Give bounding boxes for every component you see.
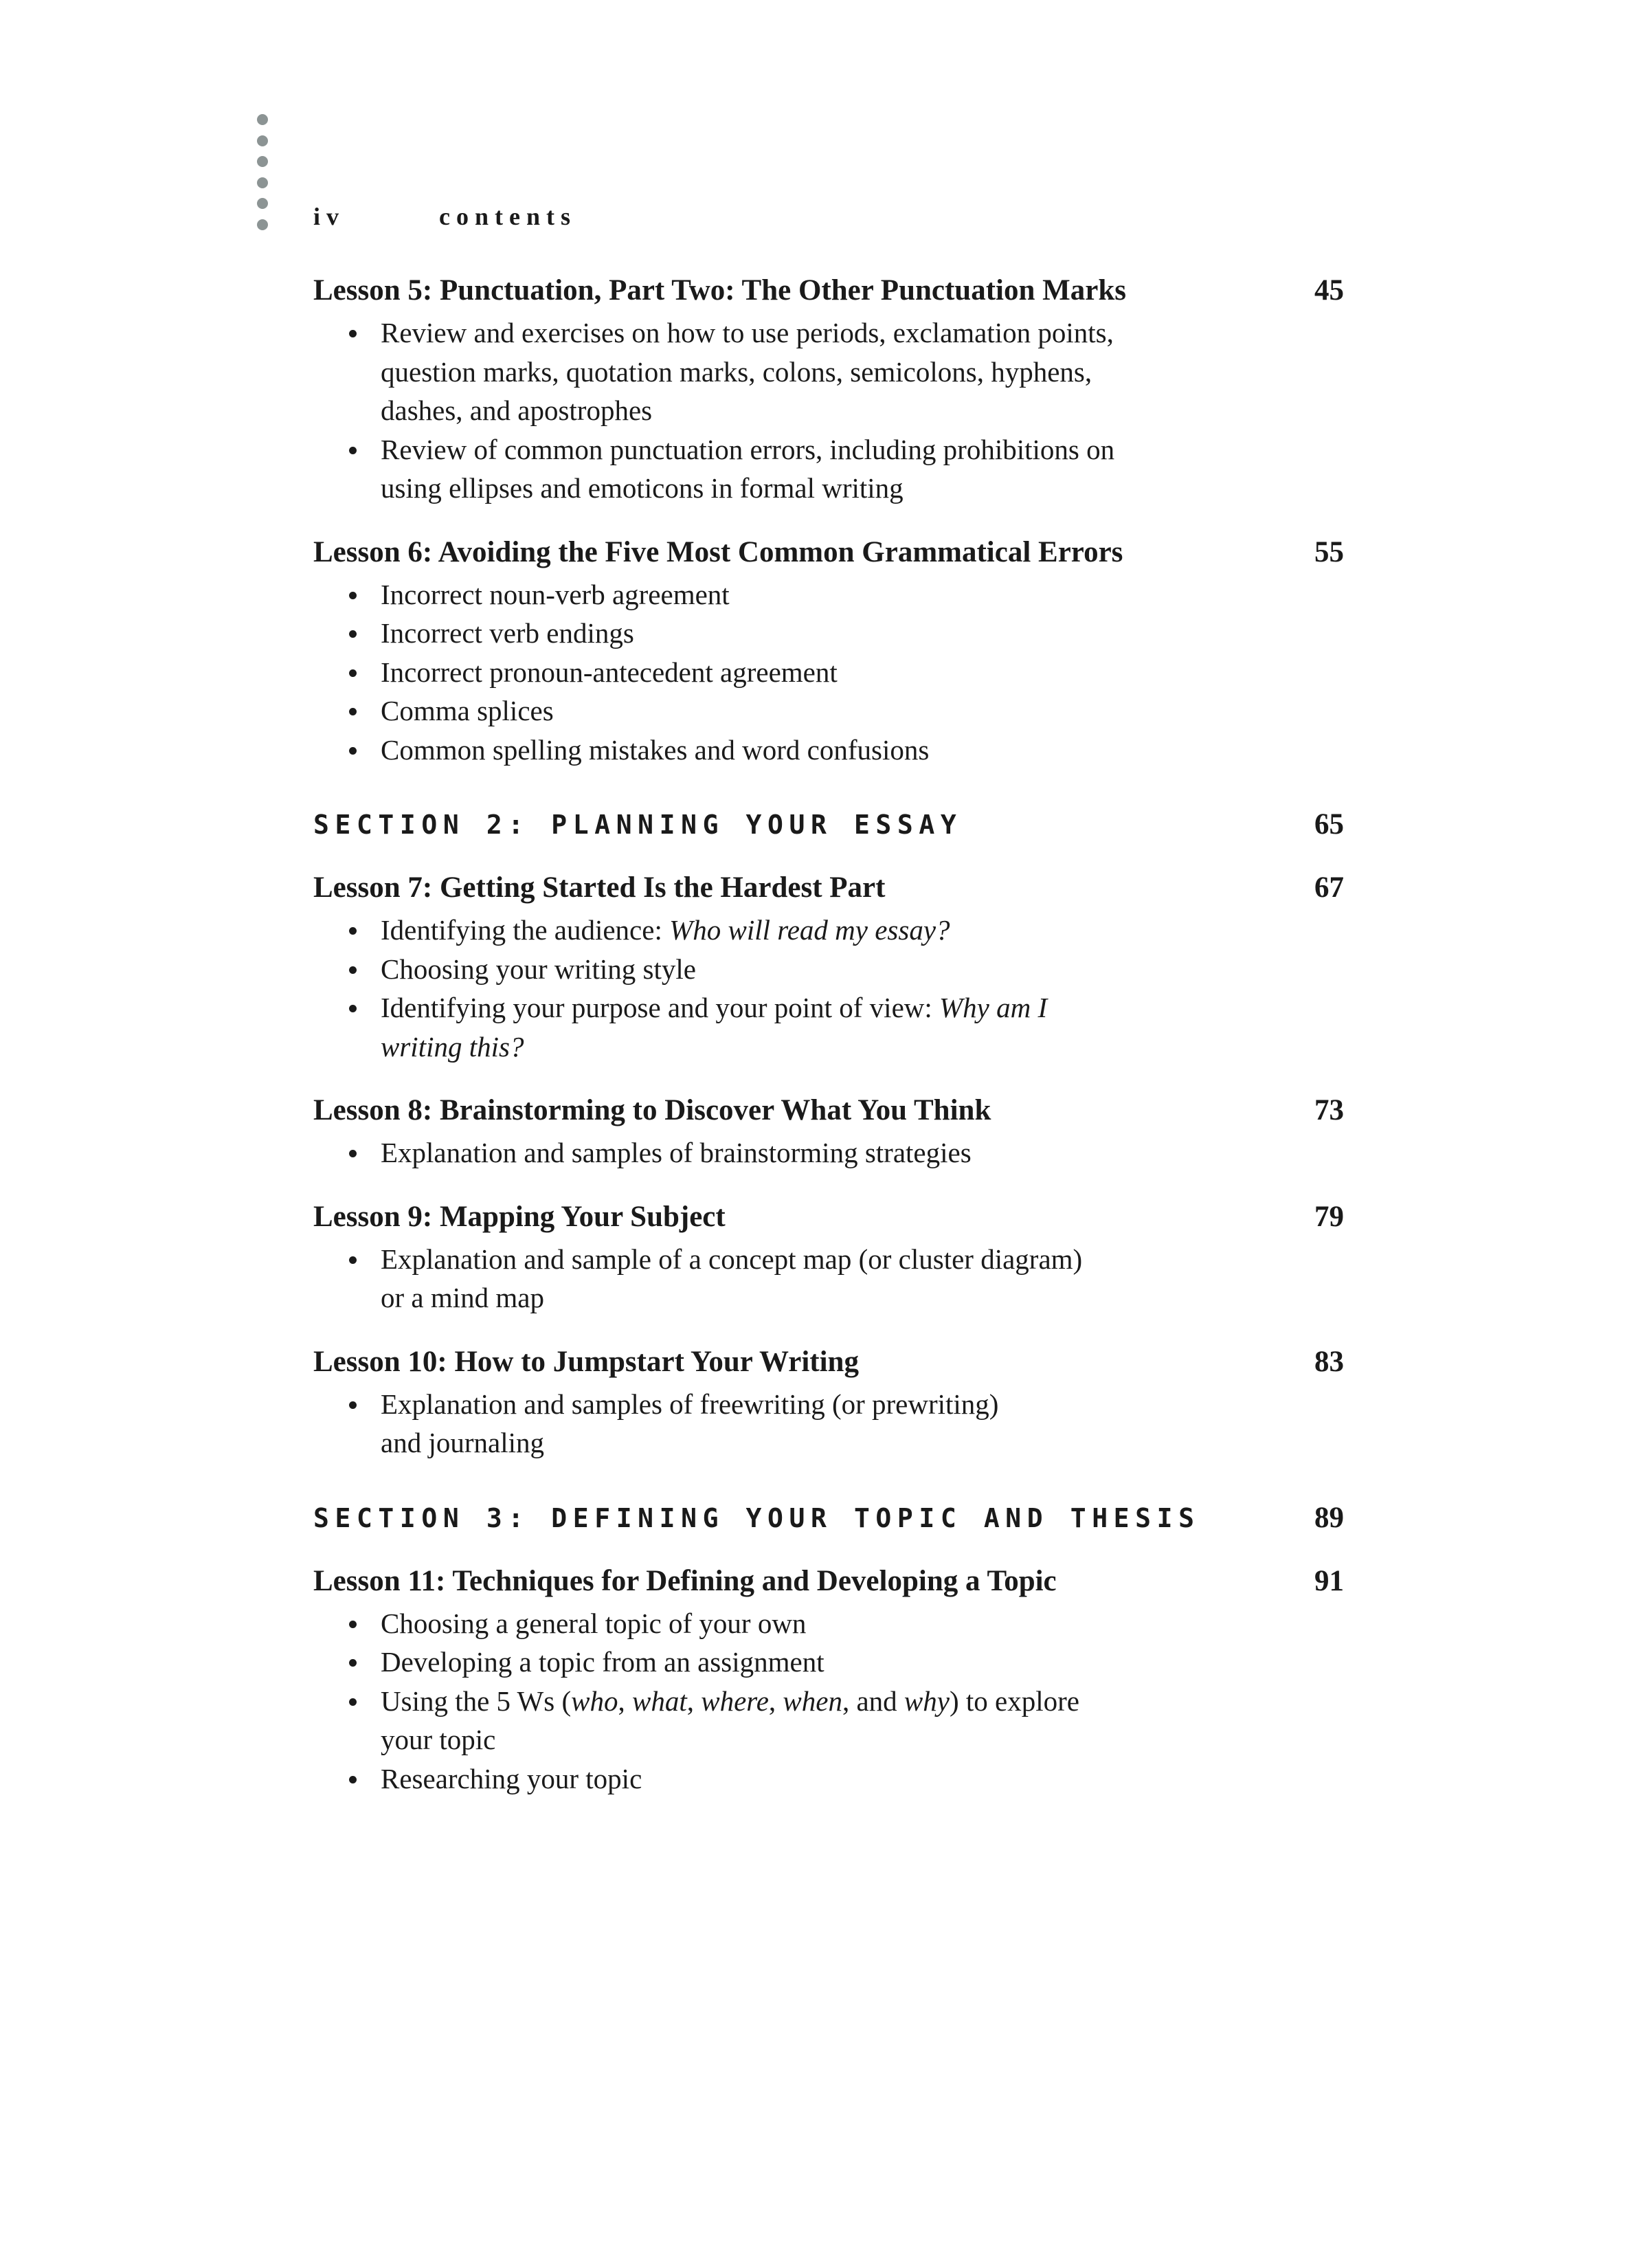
dot-icon (257, 135, 268, 146)
list-item: Identifying your purpose and your point of view: Why am I writing this? (313, 988, 1246, 1066)
list-item: Using the 5 Ws (who, what, where, when, and why) to explore your topic (313, 1682, 1246, 1759)
lesson-title[interactable]: Lesson 11: Techniques for Defining and Developing a Topic (313, 1564, 1057, 1597)
lesson-title[interactable]: Lesson 7: Getting Started Is the Hardest Part (313, 871, 886, 904)
lesson-title[interactable]: Lesson 5: Punctuation, Part Two: The Other Punctuation Marks (313, 274, 1126, 307)
list-item: Comma splices (313, 691, 1246, 731)
list-item: Incorrect verb endings (313, 614, 1246, 653)
list-item: Explanation and samples of freewriting (or prewriting) and journaling (313, 1385, 1246, 1463)
list-item: Explanation and sample of a concept map (or cluster diagram) or a mind map (313, 1240, 1246, 1318)
toc-section-2 (313, 801, 1344, 849)
margin-dots-decoration (257, 114, 268, 240)
dot-icon (257, 177, 268, 188)
running-head (313, 202, 576, 231)
page-number[interactable]: 79 (1314, 1200, 1344, 1233)
dot-icon (257, 114, 268, 125)
list-item: Researching your topic (313, 1759, 1246, 1799)
lesson-title[interactable]: Lesson 9: Mapping Your Subject (313, 1200, 726, 1233)
list-item: Identifying the audience: Who will read my essay? (313, 911, 1246, 950)
page-number[interactable]: 65 (1314, 808, 1344, 841)
page-number[interactable]: 83 (1314, 1345, 1344, 1378)
page-number[interactable]: 89 (1314, 1501, 1344, 1534)
list-item: Common spelling mistakes and word confusions (313, 731, 1246, 770)
lesson-title[interactable]: Lesson 10: How to Jumpstart Your Writing (313, 1345, 859, 1378)
list-item: Choosing a general topic of your own (313, 1604, 1246, 1643)
list-item: Review and exercises on how to use periods, exclamation points, question marks, quotation marks, colons, semicolons, hyphens, dashes, and apostrophes (313, 313, 1246, 430)
list-item: Developing a topic from an assignment (313, 1643, 1246, 1682)
page-number[interactable]: 67 (1314, 871, 1344, 904)
list-item: Incorrect pronoun-antecedent agreement (313, 653, 1246, 692)
list-item: Choosing your writing style (313, 950, 1246, 989)
running-title: contents (439, 203, 576, 230)
section-title[interactable]: SECTION 3: DEFINING YOUR TOPIC AND THESIS (313, 1502, 1200, 1533)
lesson-title[interactable]: Lesson 6: Avoiding the Five Most Common Grammatical Errors (313, 535, 1123, 568)
section-title[interactable]: SECTION 2: PLANNING YOUR ESSAY (313, 810, 963, 840)
list-item: Review of common punctuation errors, including prohibitions on using ellipses and emoticons in formal writing (313, 430, 1246, 508)
toc-entry-lesson-11 (313, 1559, 1344, 1799)
dot-icon (257, 219, 268, 230)
table-of-contents (313, 268, 1344, 1820)
dot-icon (257, 198, 268, 209)
toc-section-3 (313, 1494, 1344, 1542)
toc-entry-lesson-9 (313, 1194, 1344, 1318)
list-item: Incorrect noun-verb agreement (313, 575, 1246, 614)
page-number[interactable]: 91 (1314, 1564, 1344, 1597)
toc-entry-lesson-7 (313, 865, 1344, 1066)
toc-entry-lesson-6 (313, 530, 1344, 770)
toc-entry-lesson-5 (313, 268, 1344, 508)
page-number[interactable]: 55 (1314, 535, 1344, 568)
page-folio: iv (313, 203, 346, 230)
toc-entry-lesson-8 (313, 1088, 1344, 1172)
toc-entry-lesson-10 (313, 1339, 1344, 1463)
page-number[interactable]: 73 (1314, 1094, 1344, 1126)
list-item: Explanation and samples of brainstorming strategies (313, 1133, 1246, 1172)
lesson-title[interactable]: Lesson 8: Brainstorming to Discover What You Think (313, 1094, 991, 1126)
page-number[interactable]: 45 (1314, 274, 1344, 307)
dot-icon (257, 156, 268, 167)
